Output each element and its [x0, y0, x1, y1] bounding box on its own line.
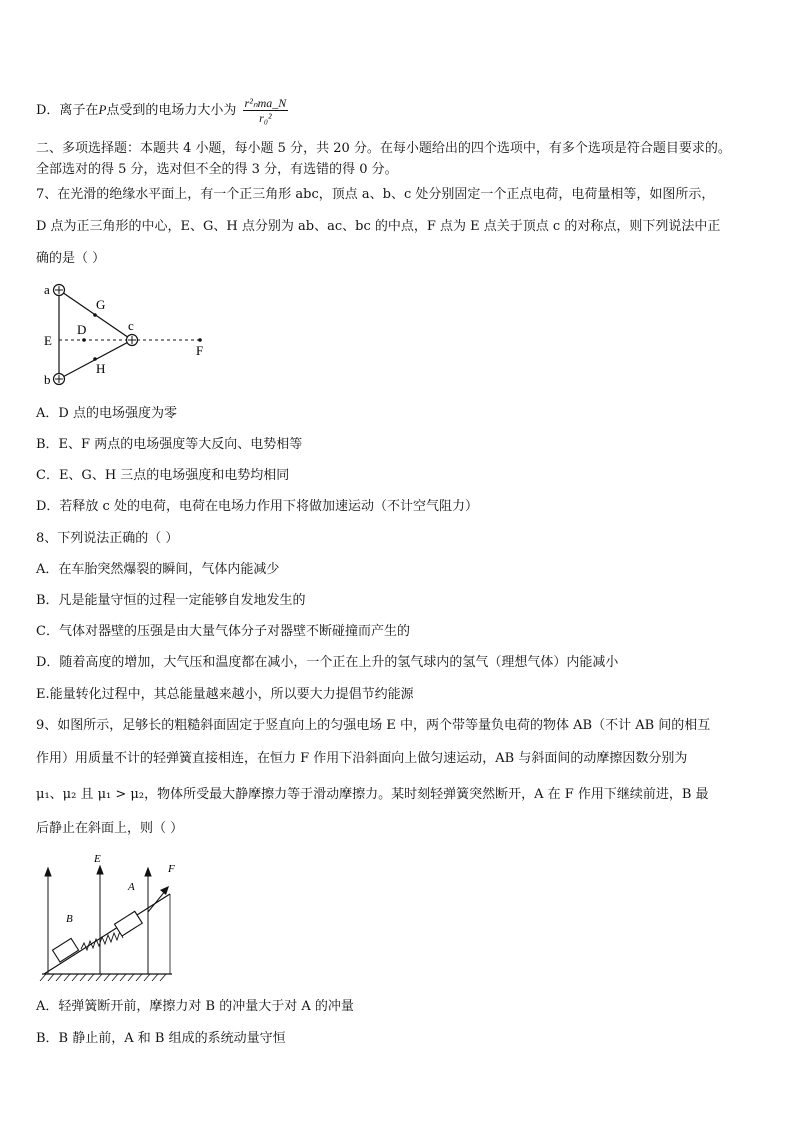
q7-option-d: D．若释放 c 处的电荷，电荷在电场力作用下将做加速运动（不计空气阻力） — [36, 499, 478, 514]
q7-label-h: H — [96, 361, 106, 376]
q9-label-b: B — [66, 913, 73, 925]
q9-option-b: B．B 静止前，A 和 B 组成的系统动量守恒 — [36, 1031, 286, 1046]
q8-option-b: B．凡是能量守恒的过程一定能够自发地发生的 — [36, 593, 306, 608]
q7-label-c: c — [128, 318, 134, 333]
q9-stem-line2: 作用）用质量不计的轻弹簧直接相连，在恒力 F 作用下沿斜面向上做匀速运动，AB 与斜面间的动摩擦因数分别为 — [36, 751, 688, 766]
q7-option-a: A．D 点的电场强度为零 — [36, 406, 177, 421]
q9-option-a: A．轻弹簧断开前，摩擦力对 B 的冲量大于对 A 的冲量 — [36, 999, 354, 1014]
q7-stem-line3: 确的是（ ） — [36, 251, 106, 266]
q8-option-a: A．在车胎突然爆裂的瞬间，气体内能减少 — [36, 562, 280, 577]
q6-option-d-point: P — [98, 102, 107, 117]
q6-option-d-text: 点受到的电场力大小为 — [106, 103, 237, 118]
q9-stem-line1: 9、如图所示，足够长的粗糙斜面固定于竖直向上的匀强电场 E 中，两个带等量负电荷的物体 AB（不计 AB 间的相互 — [36, 718, 711, 733]
q8-option-d: D．随着高度的增加，大气压和温度都在减小，一个正在上升的氢气球内的氢气（理想气体）内能减小 — [36, 655, 619, 670]
q7-triangle-figure — [36, 278, 226, 390]
q7-label-e: E — [44, 333, 52, 348]
q8-option-c: C．气体对器壁的压强是由大量气体分子对器壁不断碰撞而产生的 — [36, 624, 410, 639]
q7-stem-line2: D 点为正三角形的中心，E、G、H 点分别为 ab、ac、bc 的中点，F 点为 E 点关于顶点 c 的对称点，则下列说法中正 — [36, 219, 721, 234]
q9-stem-line3: μ₁、μ₂ 且 μ₁ > μ₂，物体所受最大静摩擦力等于滑动摩擦力。某时刻轻弹簧突然断开，A 在 F 作用下继续前进，B 最 — [36, 787, 709, 802]
section-2-heading-line2: 全部选对的得 5 分，选对但不全的得 3 分，有选错的得 0 分。 — [36, 162, 398, 177]
q7-label-b: b — [44, 372, 51, 387]
q7-label-g: G — [96, 297, 106, 312]
q9-incline-figure — [36, 850, 186, 982]
q6-option-d-prefix: D．离子在 — [36, 103, 99, 118]
q6-formula-denominator: r₀² — [259, 111, 272, 125]
q9-label-e: E — [94, 853, 101, 865]
q7-label-d: D — [77, 322, 87, 337]
q8-stem: 8、下列说法正确的（ ） — [36, 531, 179, 546]
q7-label-a: a — [44, 282, 50, 297]
q9-stem-line4: 后静止在斜面上，则（ ） — [36, 821, 184, 836]
q8-option-e: E.能量转化过程中，其总能量越来越小，所以要大力提倡节约能源 — [36, 687, 414, 702]
q9-label-f: F — [168, 863, 175, 875]
section-2-heading-line1: 二、多项选择题：本题共 4 小题，每小题 5 分，共 20 分。在每小题给出的四个选项中，有多个选项是符合题目要求的。 — [36, 141, 731, 156]
q7-stem-line1: 7、在光滑的绝缘水平面上，有一个正三角形 abc，顶点 a、b、c 处分别固定一个正点电荷，电荷量相等，如图所示， — [36, 187, 715, 202]
q7-option-c: C．E、G、H 三点的电场强度和电势均相同 — [36, 468, 290, 483]
q6-formula-numerator: r²ₙma_N — [244, 96, 287, 110]
q7-label-f: F — [196, 343, 204, 358]
q6-option-d — [36, 96, 288, 125]
q6-formula — [243, 96, 289, 125]
q7-option-b: B．E、F 两点的电场强度等大反向、电势相等 — [36, 437, 303, 452]
q9-label-a: A — [128, 881, 135, 893]
